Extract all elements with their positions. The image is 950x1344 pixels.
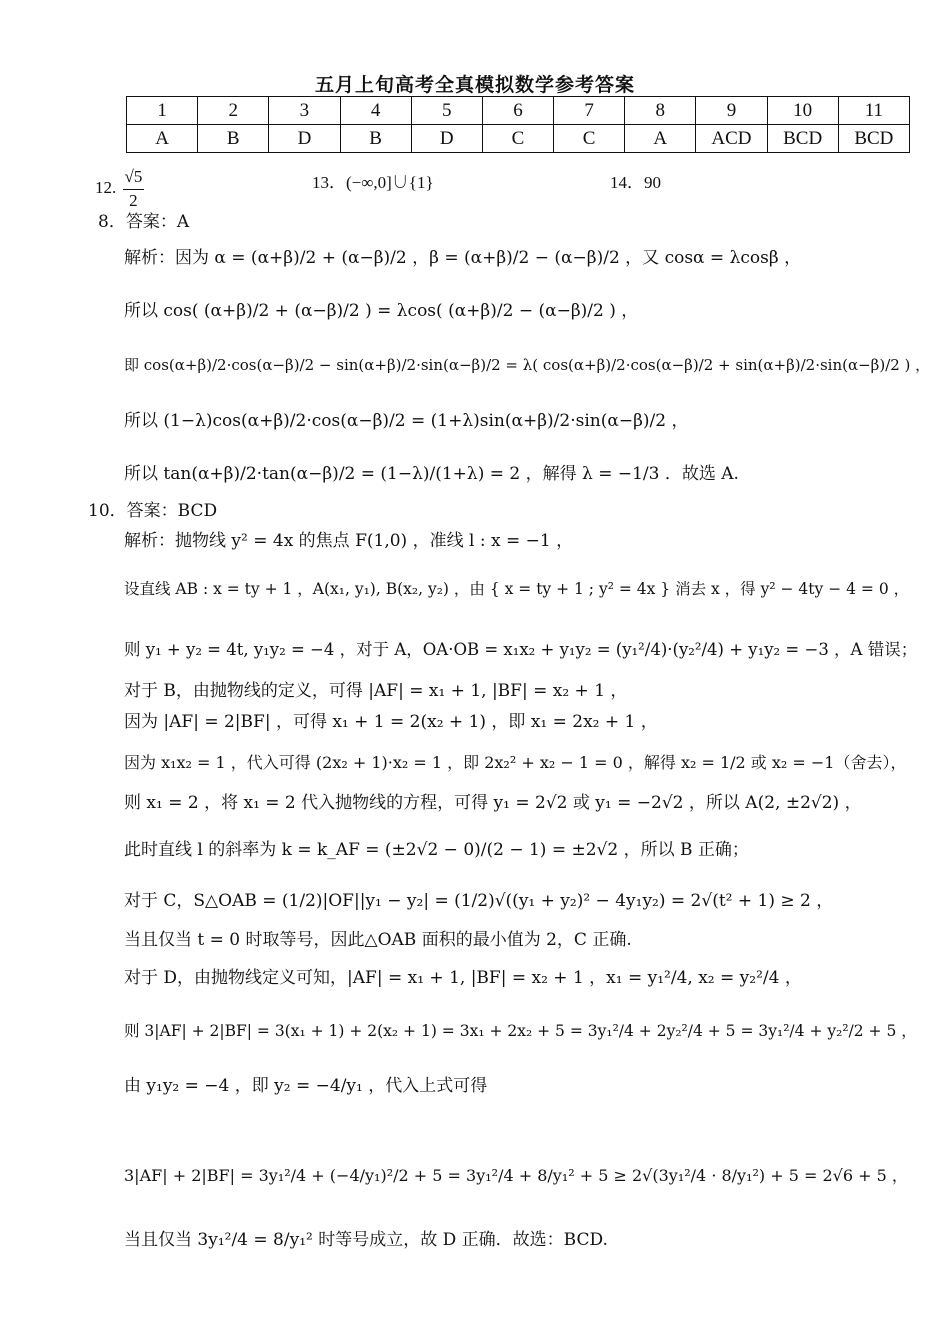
- question-number-cell: 4: [340, 97, 411, 125]
- solution-line: 则 y₁ + y₂ = 4t, y₁y₂ = −4 ，对于 A，OA·OB = x₁x₂ + y₁y₂ = (y₁²/4)·(y₂²/4) + y₁y₂ = −3 ，A 错误；: [124, 640, 918, 659]
- answer-cell: A: [127, 125, 198, 153]
- q12-numerator: √5: [123, 168, 145, 190]
- question-number-cell: 5: [411, 97, 482, 125]
- solution-line: 则 3|AF| + 2|BF| = 3(x₁ + 1) + 2(x₂ + 1) = 3x₁ + 2x₂ + 5 = 3y₁²/4 + 2y₂²/4 + 5 = 3y₁²/4 + y₂²/2 + 5 ，: [124, 1022, 917, 1040]
- answer-cell: BCD: [767, 125, 838, 153]
- answer-table-number-row: [127, 97, 910, 125]
- solution-line: 由 y₁y₂ = −4 ，即 y₂ = −4/y₁ ，代入上式可得: [124, 1076, 488, 1096]
- answer-cell: B: [198, 125, 269, 153]
- solution-line: 则 x₁ = 2 ，将 x₁ = 2 代入抛物线的方程，可得 y₁ = 2√2 或 y₁ = −2√2 ，所以 A(2, ±2√2) ，: [124, 793, 862, 813]
- solution-line: 当且仅当 t = 0 时取等号，因此△OAB 面积的最小值为 2，C 正确.: [124, 930, 632, 950]
- answer-q13: 13．(−∞,0]∪{1}: [312, 173, 434, 192]
- solution-line: 此时直线 l 的斜率为 k = k_AF = (±2√2 − 0)/(2 − 1) = ±2√2 ，所以 B 正确；: [124, 840, 749, 860]
- answer-q14: 14．90: [610, 173, 661, 192]
- answer-cell: C: [554, 125, 625, 153]
- q8-answer-heading: 8．答案：A: [98, 212, 190, 232]
- question-number-cell: 7: [554, 97, 625, 125]
- solution-line: 所以 tan(α+β)/2·tan(α−β)/2 = (1−λ)/(1+λ) = 2 ，解得 λ = −1/3 ．故选 A.: [124, 464, 739, 484]
- question-number-cell: 6: [482, 97, 553, 125]
- q10-answer-heading: 10．答案：BCD: [88, 501, 218, 521]
- q12-label: 12.: [95, 178, 117, 198]
- solution-line: 即 cos(α+β)/2·cos(α−β)/2 − sin(α+β)/2·sin(α−β)/2 = λ( cos(α+β)/2·cos(α−β)/2 + sin(α+β)/2·sin(α−β)/2 ) ，: [124, 356, 931, 374]
- solution-line: 当且仅当 3y₁²/4 = 8/y₁² 时等号成立，故 D 正确．故选：BCD.: [124, 1230, 608, 1250]
- answer-table: [126, 96, 910, 153]
- question-number-cell: 9: [696, 97, 767, 125]
- solution-line: 对于 B，由抛物线的定义，可得 |AF| = x₁ + 1, |BF| = x₂ + 1 ，: [124, 681, 628, 701]
- question-number-cell: 1: [127, 97, 198, 125]
- answer-cell: ACD: [696, 125, 767, 153]
- solution-line: 对于 C，S△OAB = (1/2)|OF||y₁ − y₂| = (1/2)√((y₁ + y₂)² − 4y₁y₂) = 2√(t² + 1) ≥ 2 ，: [124, 891, 834, 911]
- answer-cell: C: [482, 125, 553, 153]
- answer-cell: A: [625, 125, 696, 153]
- q12-denominator: 2: [129, 190, 138, 210]
- answer-table-answer-row: [127, 125, 910, 153]
- solution-line: 因为 x₁x₂ = 1 ，代入可得 (2x₂ + 1)·x₂ = 1 ，即 2x₂² + x₂ − 1 = 0 ，解得 x₂ = 1/2 或 x₂ = −1（舍去），: [124, 753, 907, 772]
- solution-line: 所以 cos( (α+β)/2 + (α−β)/2 ) = λcos( (α+β)/2 − (α−β)/2 ) ，: [124, 301, 639, 321]
- answer-cell: B: [340, 125, 411, 153]
- question-number-cell: 11: [838, 97, 909, 125]
- question-number-cell: 10: [767, 97, 838, 125]
- question-number-cell: 2: [198, 97, 269, 125]
- solution-line: 设直线 AB : x = ty + 1 ，A(x₁, y₁), B(x₂, y₂) ，由 { x = ty + 1 ; y² = 4x } 消去 x ，得 y² − 4ty − 4 = 0 ，: [124, 580, 910, 598]
- answer-cell: D: [269, 125, 340, 153]
- solution-line: 解析：因为 α = (α+β)/2 + (α−β)/2 ，β = (α+β)/2 − (α−β)/2 ，又 cosα = λcosβ ，: [124, 248, 802, 268]
- solution-line: 对于 D，由抛物线定义可知，|AF| = x₁ + 1, |BF| = x₂ + 1 ，x₁ = y₁²/4, x₂ = y₂²/4 ，: [124, 968, 802, 988]
- solution-line: 所以 (1−λ)cos(α+β)/2·cos(α−β)/2 = (1+λ)sin(α+β)/2·sin(α−β)/2 ，: [124, 411, 689, 431]
- question-number-cell: 8: [625, 97, 696, 125]
- solution-line: 解析：抛物线 y² = 4x 的焦点 F(1,0) ，准线 l : x = −1 ，: [124, 531, 574, 551]
- solution-line: 3|AF| + 2|BF| = 3y₁²/4 + (−4/y₁)²/2 + 5 = 3y₁²/4 + 8/y₁² + 5 ≥ 2√(3y₁²/4 · 8/y₁²) + 5 = 2√6 + 5 ，: [124, 1166, 908, 1185]
- answer-cell: BCD: [838, 125, 909, 153]
- page-title: 五月上旬高考全真模拟数学参考答案: [314, 74, 635, 96]
- answer-q12: [95, 168, 146, 210]
- solution-line: 因为 |AF| = 2|BF| ，可得 x₁ + 1 = 2(x₂ + 1) ，即 x₁ = 2x₂ + 1 ，: [124, 712, 658, 732]
- question-number-cell: 3: [269, 97, 340, 125]
- q12-fraction: [123, 168, 145, 210]
- answer-cell: D: [411, 125, 482, 153]
